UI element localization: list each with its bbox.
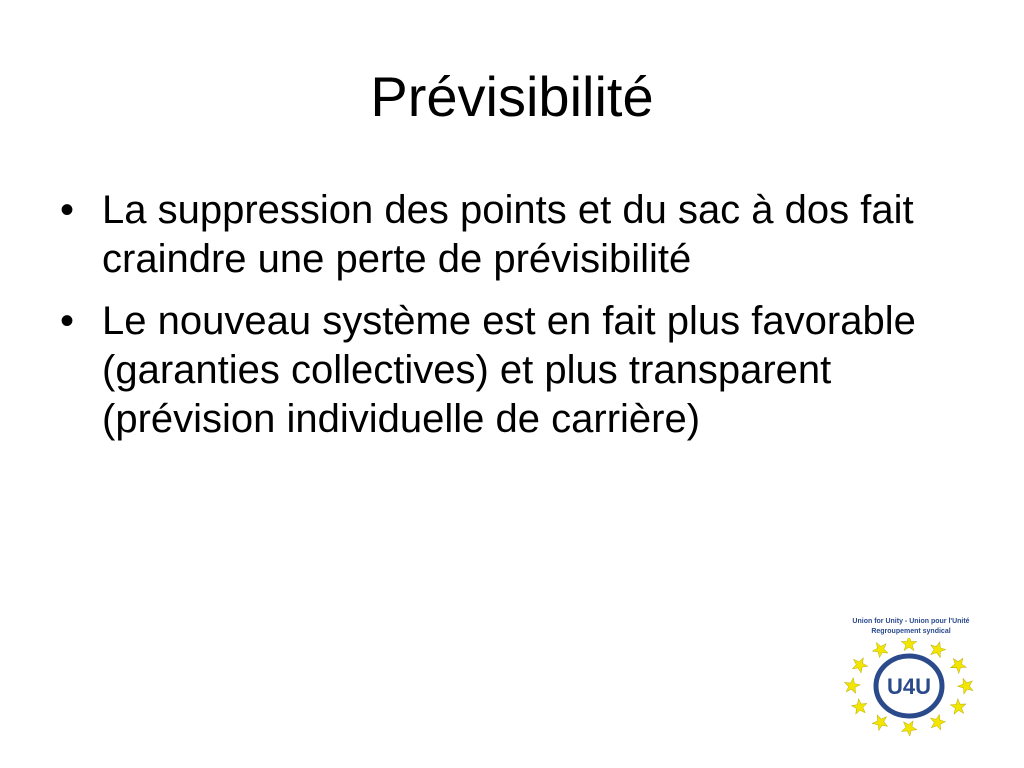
star-icon — [901, 719, 919, 736]
logo-mark: U4U — [886, 674, 932, 699]
bullet-item — [52, 186, 962, 284]
star-icon — [949, 697, 969, 717]
star-icon — [871, 712, 891, 733]
star-icon — [851, 657, 869, 674]
slide-title: Prévisibilité — [370, 65, 654, 128]
bullet-text: Le nouveau système est en fait plus favorable (garanties collectives) et plus transparent (prévision individuelle de carrière) — [102, 299, 916, 441]
logo-subtitle: Regroupement syndical — [871, 628, 951, 635]
bullet-dot-icon: • — [60, 299, 75, 343]
star-icon — [930, 714, 946, 731]
star-icon — [872, 642, 889, 659]
star-icon — [849, 697, 870, 718]
bullet-dot-icon: • — [60, 188, 75, 232]
u4u-logo — [836, 618, 986, 736]
star-icon — [948, 654, 969, 675]
star-icon — [956, 675, 977, 696]
bullet-list — [52, 186, 962, 457]
logo-emblem-icon — [836, 638, 986, 736]
bullet-item — [52, 297, 962, 444]
star-icon — [842, 677, 863, 697]
bullet-text: La suppression des points et du sac à dos fait craindre une perte de prévisibilité — [102, 188, 914, 281]
logo-tagline: Union for Unity - Union pour l'Unité — [852, 618, 970, 625]
star-icon — [928, 640, 947, 659]
star-icon — [901, 638, 917, 651]
